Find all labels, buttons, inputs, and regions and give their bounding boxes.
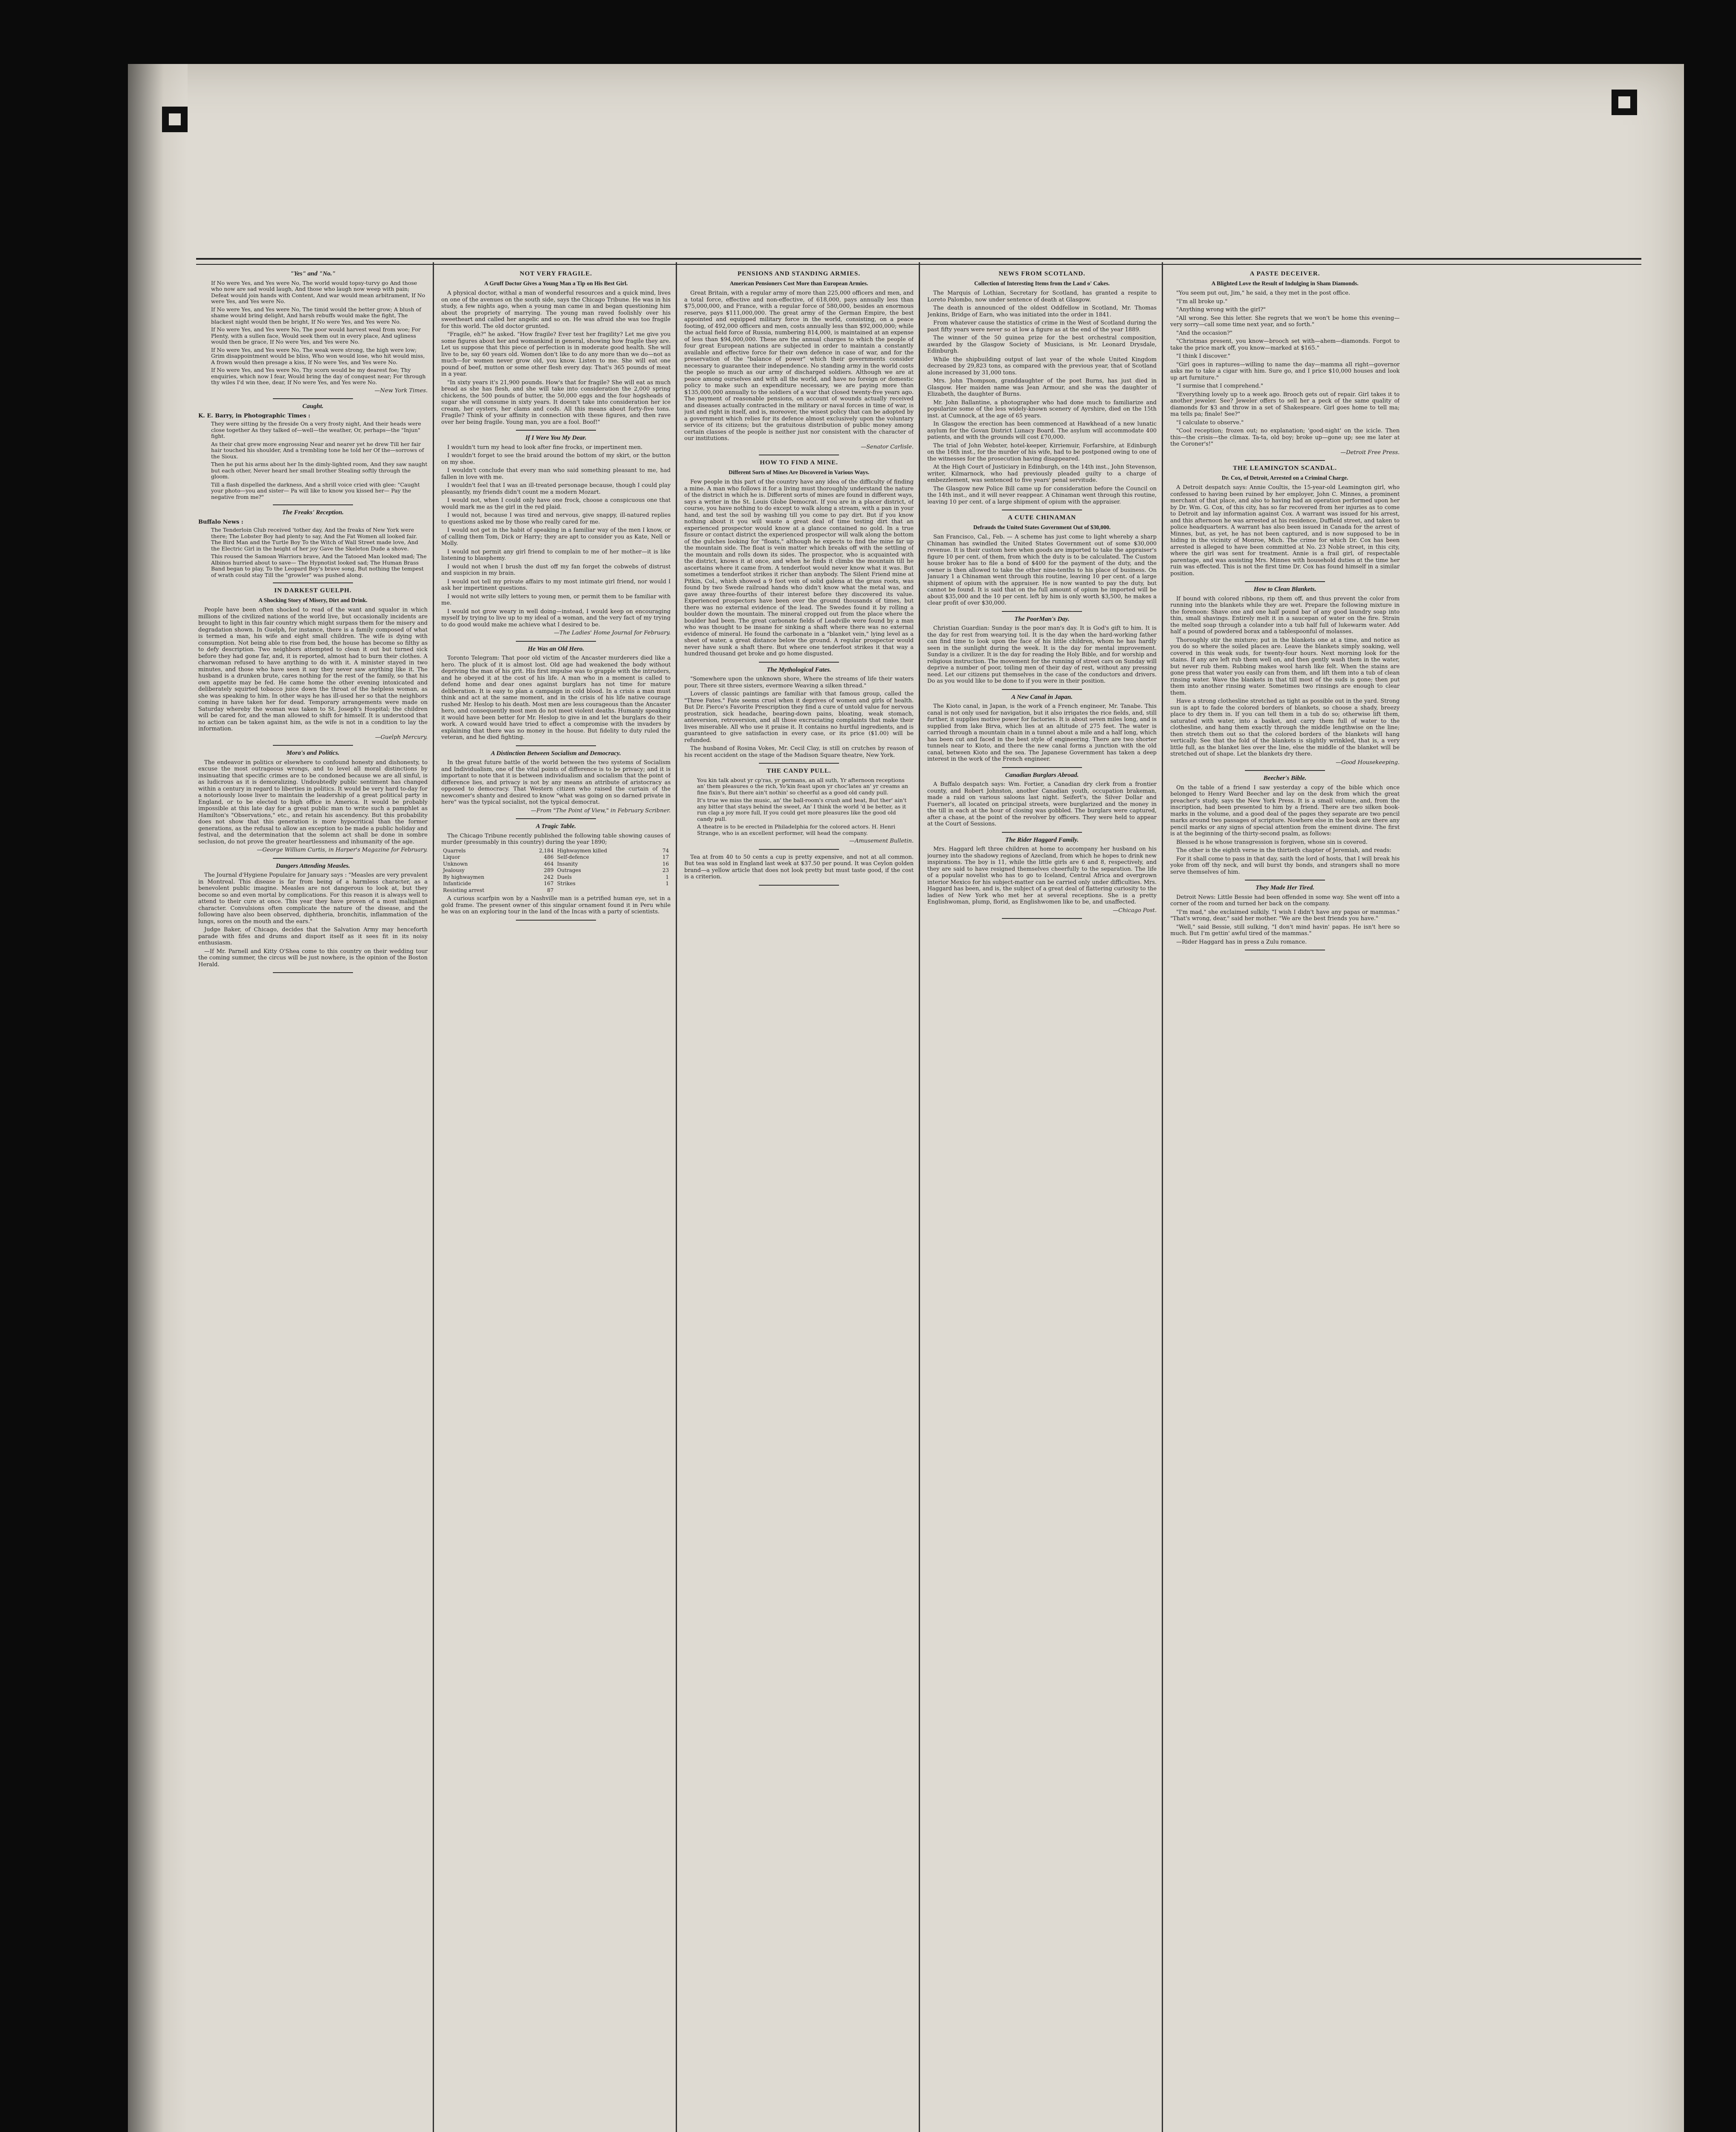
article	[1170, 885, 1400, 950]
article-divider	[516, 920, 596, 921]
article-paragraph: "And the occasion?"	[1176, 330, 1233, 336]
article-headline: NOT VERY FRAGILE.	[520, 270, 592, 277]
article	[1170, 586, 1400, 771]
article-paragraph: A theatre is to be erected in Philadelphia for the colored actors. H. Henri Strange, who is an excellent performer, will head the company.	[697, 823, 895, 836]
article	[684, 768, 914, 850]
article-paragraph: I would not get in the habit of speaking in a familiar way of the men I know, or of calling them Tom, Dick or Harry; they are apt to consider you as Kate, Nell or Molly.	[441, 527, 671, 547]
table-cell: Jealousy	[443, 867, 465, 873]
article-paragraph: "All wrong. See this letter. She regrets that we won't be home this evening—very sorry—call some time next year, and so forth."	[1170, 315, 1400, 328]
article-source-credit: —The Ladies' Home Journal for February.	[554, 630, 671, 636]
newspaper-column-3	[684, 266, 914, 2132]
table-cell: Duels	[557, 874, 572, 880]
article-headline: How to Clean Blankets.	[1253, 586, 1316, 593]
article-headline: If I Were You My Dear.	[525, 435, 587, 441]
article-paragraph: Have a strong clothesline stretched as tight as possible out in the yard. Strong sun is apt to fade the colored borders of blankets, so choose a shady, breezy place to dry them in. If you can tell them in a tub do so; otherwise lift them, saturated with water, into a basket, and carry them full of water to the clothesline, and hang them exactly through the middle lengthwise on the line; then stretch them out so that the colored borders of the blankets will hang vertically. See that the fold of the blankets is slightly wrinkled, that is, a very little full, as the blanket lies over the line, else the middle of the blanket will be stretched out of shape. Let the blankets dry there.	[1170, 698, 1400, 757]
table-row	[441, 887, 671, 894]
article-divider	[759, 885, 839, 886]
article-headline: Caught.	[302, 403, 324, 410]
article-headline: Canadian Burglars Abroad.	[1005, 771, 1079, 779]
article-paragraph: I would not, because I was tired and nervous, give snappy, ill-natured replies to questions asked me by those who really cared for me.	[441, 512, 671, 525]
article-source-credit: —New York Times.	[374, 387, 428, 394]
table-cell: Self-defence	[557, 854, 589, 860]
article-paragraph: While the shipbuilding output of last year of the whole United Kingdom decreased by 29,823 tons, as compared with the previous year, that of Scotland alone increased by 31,000 tons.	[927, 356, 1157, 376]
article-paragraph: A physical doctor, withal a man of wonderful resources and a quick mind, lives on one of the avenues on the south side, says the Chicago Tribune. He was in his study, a few nights ago, when a young man came in and began questioning him about the propriety of marrying. The young man raved foolishly over his sweetheart and called her angelic and so on. He was afraid she was too fragile for this world. The old doctor grunted.	[441, 290, 671, 330]
table-cell: Outrages	[557, 867, 581, 873]
table-row	[441, 874, 671, 881]
article-paragraph: The Chicago Tribune recently published the following table showing causes of murder (presumably in this country) during the year 1890;	[441, 832, 671, 846]
article-divider	[516, 430, 596, 431]
article	[684, 667, 914, 764]
article-paragraph: Few people in this part of the country have any idea of the difficulty of finding a mine. A man who follows it for a living must thoroughly understand the nature of the district in which he is. Different sorts of mines are found in different ways, says a writer in the St. Louis Globe Democrat. If you are in a placer district, of course, you have nothing to do except to walk along a stream, with a pan in your hand, and test the soil by washing till you come to pay dirt. But if you know nothing about it you will waste a great deal of time testing dirt that an experienced prospector would know at a glance contained no gold. In a true fissure or contact district the experienced prospector will walk along the bottom of the gulches looking for "floats," although he expects to find the mine far up the mountain side. The float is vein matter which breaks off with the settling of the mountain and rolls down its sides. The prospector, who is acquainted with the district, knows it at once, and when he finds it climbs the mountain till he ascertains where it came from. A tenderfoot would never know what it was. But sometimes a tenderfoot strikes it richer than anybody. The Silent Friend mine at Pitkin, Col., which showed a 9 foot vein of solid galena at the grass roots, was found by two Swede railroad hands who didn't know what the metal was, and gave away three-fourths of their interest before they discovered its value. Experienced prospectors have been over the ground thousands of times, but there was no external evidence of the lead. The Swedes found it by rolling a boulder down the mountain. The mineral cropped out from the place where the boulder had been. The great carbonate fields of Leadville were found by a man who was thought to be insane for sinking a shaft where there was no external evidence of mineral. He found the carbonate in a "blanket vein," lying level as a sheet of water, a great distance below the ground. A regular prospector would never have sunk a shaft there. But where one tenderfoot strikes it that way a hundred thousand get broke and go home disgusted.	[684, 479, 914, 657]
article	[684, 460, 914, 663]
article-paragraph: "Cool reception; frozen out; no explanation; 'good-night' on the icicle. Then this—the crisis—the climax. Ta-ta, old boy; broke up—gone up; see me later at the Coroner's!"	[1170, 428, 1400, 447]
table-cell: Insanity	[557, 860, 578, 867]
column-divider	[1162, 262, 1163, 2132]
article-headline: A Tragic Table.	[535, 823, 576, 830]
article	[1170, 465, 1400, 582]
article-paragraph: Christian Guardian: Sunday is the poor man's day. It is God's gift to him. It is the day for rest from wearying toil. It is the day when the hard-working father can find time to look upon the face of his little children, whom he has hardly seen in the sunlight during the week. It is the day for mental improvement. Sunday is a civilizer. It is the day for reading the Holy Bible, and for worship and religious instruction. The movement for the running of street cars on Sunday will deprive a number of poor, toiling men of their day of rest, without any pressing need. Let our citizens put themselves in the case of the conductors and drivers. Do as you would like to be done to if you were in their position.	[927, 625, 1157, 684]
article-paragraph: A Detroit despatch says: Annie Coultis, the 15-year-old Leamington girl, who confessed to having been ruined by her employer, John C. Minnes, a prominent merchant of that place, and also to having had an operation performed upon her by Dr. Wm. G. Cox, of this city, has so far recovered from her injuries as to come to Detroit and lay information against Cox. A warrant was issued for his arrest, and this afternoon he was arrested at his residence, Duffield street, and taken to police headquarters. A warrant has also been issued in Canada for the arrest of Minnes, but, as yet, he has not been captured, and is now supposed to be in hiding in the vicinity of Monroe, Mich. The crime for which Dr. Cox has been arrested is alleged to have been committed at No. 23 Noble street, in this city, where the girl was sent for treatment. Annie is a frail girl, of respectable parentage, and was assisting Mrs. Minnes with household duties at the time her ruin was effected. This is not the first time Dr. Cox has found himself in a similar position.	[1170, 484, 1400, 577]
article-paragraph: I would not grow weary in well doing—instead, I would keep on encouraging myself by trying to live up to my ideal of a woman, and the very fact of my trying to do good would make me achieve what I desired to be.	[441, 608, 671, 628]
article-paragraph: "I surmise that I comprehend."	[1176, 383, 1263, 389]
article	[198, 403, 428, 505]
article-divider	[273, 504, 353, 505]
article-paragraph: The Kioto canal, in Japan, is the work of a French engineer, Mr. Tanabe. This canal is not only used for navigation, but it also irrigates the rice fields, and, still further, it supplies motive power for factories. It is about seven miles long, and is supplied from lake Birva, which lies at an altitude of 275 feet. The water is carried through a mountain chain in a tunnel about a mile and a half long, which has been cut and faced in the best style of engineering. There are two shorter tunnels near to Kioto, and there the new canal forms a junction with the old canal, between Kioto and the sea. The Japanese Government has taken a deep interest in the work of the French engineer.	[927, 703, 1157, 762]
article-paragraph: —Rider Haggard has in press a Zulu romance.	[1176, 939, 1307, 945]
table-cell: 464	[544, 860, 554, 867]
article-subheadline: A Shocking Story of Misery, Dirt and Drink.	[258, 597, 367, 603]
article-paragraph: Then he put his arms about her In the dimly-lighted room, And they saw naught but each other, Never heard her small brother Stealing softly through the gloom.	[211, 461, 428, 480]
table-cell: 17	[662, 854, 669, 860]
article-paragraph: In the great future battle of the world between the two systems of Socialism and Individualism, one of the vital points of difference is to be privacy; and it is important to note that it is between individualism and socialism that the point of difference lies, and privacy is not by any means an attribute of aristocracy as opposed to democracy. That Western citizen who raised the curtain of the newcomer's shanty and desired to know "what was going on so darned private in here" was the typical socialist, not the typical democrat.	[441, 759, 671, 805]
article-divider	[1002, 918, 1082, 919]
table-cell: 289	[544, 867, 554, 873]
article-subheadline: American Pensioners Cost More than European Armies.	[729, 280, 868, 287]
article-source-credit: —From "The Point of View," in February Scribner.	[531, 807, 671, 814]
article-paragraph: "Christmas present, you know—brooch set with—ahem—diamonds. Forgot to take the price mark off, you know—marked at $165."	[1170, 338, 1400, 351]
article-source-credit: —Guelph Mercury.	[375, 734, 428, 741]
article-paragraph: Mr. John Ballantine, a photographer who had done much to familiarize and popularize some of the less widely-known scenery of Ayrshire, died on the 15th inst. at Cumnock, at the age of 65 years.	[927, 399, 1157, 419]
article-headline: He Was an Old Hero.	[527, 645, 584, 652]
article-headline: A New Canal in Japan.	[1011, 693, 1073, 701]
table-cell: Infanticide	[443, 881, 471, 886]
article-paragraph: The other is the eighth verse in the thirtieth chapter of Jeremiah, and reads:	[1176, 847, 1392, 854]
article	[684, 854, 914, 886]
article-divider	[759, 662, 839, 663]
article-headline: The Rider Haggard Family.	[1005, 836, 1079, 843]
table-cell: 2,184	[539, 847, 554, 854]
table-cell: 242	[544, 874, 554, 880]
article-subheadline: Collection of Interesting Items from the Land o' Cakes.	[974, 280, 1110, 287]
article-source-credit: —Amusement Bulletin.	[849, 838, 914, 844]
article-paragraph: If No were Yes, and Yes were No, The poor would harvest weal from woe; For Plenty, with a sullen face, Would seek them out in every place, And ugliness would then be grace, If No were Yes, and Yes were No.	[211, 326, 421, 345]
article-paragraph: "I think I discover."	[1176, 353, 1230, 359]
table-cell: By highwaymen	[443, 874, 484, 880]
table-cell: 87	[547, 887, 554, 893]
article-paragraph: People have been often shocked to read of the want and squalor in which millions of the civilized nations of the world live, but occasionally incidents are brought to light in this fair country which might surpass them for the misery and degradation shown. In Guelph, for instance, there is a family composed of what is termed a man, his wife and eight small children. The wife is dying with consumption. Not being able to rise from bed, the house has become so filthy as to defy description. Two neighbors attempted to clean it out but turned sick before they had gone far, and, it is reported, almost had to burn their clothes. A charwoman refused to have anything to do with it. A minister stayed in two minutes, and those who have seen it say they never saw anything like it. The husband is a drunken brute, cares nothing for the rest of the family, so that his own appetite may be fed. He came home the other evening intoxicated and deliberately squirted tobacco juice down the throat of the helpless woman, as she was speaking to him. In other ways he has ill-used her so that the neighbors coming in have taken her for dead. Temporary arrangements were made on Saturday whereby the woman was taken to St. Joseph's Hospital; the children will be cared for, and the man allowed to shift for himself. It is understood that no action can be taken against him, as the wife is not in a condition to lay the information.	[198, 607, 428, 732]
article-divider	[516, 818, 596, 819]
article-divider	[273, 972, 353, 973]
article-paragraph: "In sixty years it's 21,900 pounds. How's that for fragile? She will eat as much bread as she has flesh, and she will take into consideration the 2,000 spring chickens, the 500 pounds of butter, the 50,000 eggs and the four hogsheads of sugar she will consume in sixty years. It doesn't take into consideration her ice cream, her oysters, her clams and cods. All this means about forty-five tons. Fragile? Think of your affinity in connection with these figures, and then rave over her being fragile. Young man, you are a fool. Boof!"	[441, 379, 671, 426]
article-divider	[273, 858, 353, 859]
statistics-table	[441, 848, 671, 894]
article-paragraph: "Anything wrong with the girl?"	[1176, 307, 1266, 313]
article-paragraph: If bound with colored ribbons, rip them off, and thus prevent the color from running into the blankets while they are wet. Prepare the following mixture in the forenoon: Shave one and one half pound bar of any good laundry soap into thin, small shavings. Entirely melt it in a saucepan of water on the fire. Strain the melted soap through a colander into a tub half full of lukewarm water. Add half a pound of powdered borax and a tablespoonful of molasses.	[1170, 595, 1400, 635]
article	[1170, 271, 1400, 461]
article-paragraph: Blessed is he whose transgression is forgiven, whose sin is covered.	[1176, 839, 1368, 846]
article-subheadline: Defrauds the United States Government Out of $30,000.	[973, 524, 1111, 530]
article-paragraph: You kin talk about yr cp'ras, yr germans, an all suth, Yr afternoon receptions an' them pleasures o the rich, Yo'kin feast upon yr choc'lates an' yr creams an fine fixin's, But there ain't nothin' so cheerful as a good old candy pull.	[697, 776, 909, 796]
table-cell: 74	[662, 847, 669, 854]
article-paragraph: The death is announced of the oldest Oddfellow in Scotland, Mr. Thomas Jenkins, Bridge of Earn, who was initiated into the order in 1841.	[927, 305, 1157, 318]
article-paragraph: If No were Yes, and Yes were No, Thy scorn would be my dearest foe; Thy enquiries, which now I fear, Would bring the day of conquest near; For through thy wiles I'd win thee, dear, If No were Yes, and Yes were No.	[211, 367, 426, 385]
article-paragraph: "I calculate to observe."	[1176, 419, 1244, 426]
article-paragraph: In Glasgow the erection has been commenced at Hawkhead of a new lunatic asylum for the Govan District Lunacy Board. The asylum will accommodate 400 patients, and with the grounds will cost £70,000.	[927, 421, 1157, 440]
article	[441, 823, 671, 921]
article-headline: Beecher's Bible.	[1263, 775, 1307, 782]
table-cell	[556, 887, 653, 894]
page-fold-shadow	[128, 64, 188, 2132]
column-divider	[676, 262, 677, 2132]
article-source-credit: —Chicago Post.	[1113, 907, 1157, 914]
article-divider	[1002, 611, 1082, 612]
article-paragraph: "You seem put out, Jim," he said, a they met in the post office.	[1176, 290, 1350, 296]
article-headline: THE CANDY PULL.	[767, 768, 831, 774]
article-paragraph: "Somewhere upon the unknown shore, Where the streams of life their waters pour, There sit three sisters, evermore Weaving a silken thread."	[684, 676, 914, 689]
article-paragraph: Till a flash dispelled the darkness, And a shrill voice cried with glee: "Caught your photo—you and sister— Pa will like to know you kissed her— Pay the negative from me?"	[211, 481, 420, 500]
article-paragraph: The trial of John Webster, hotel-keeper, Kirriemuir, Forfarshire, at Edinburgh on the 16th inst., for the murder of his wife, had to be postponed owing to one of the witnesses for the prosecution having disappeared.	[927, 442, 1157, 462]
article	[441, 646, 671, 746]
article-paragraph: —If Mr. Parnell and Kitty O'Shea come to this country on their wedding tour the coming summer, the circus will be just nowhere, is the opinion of the Boston Herald.	[198, 948, 428, 968]
article-paragraph: Lovers of classic paintings are familiar with that famous group, called the "Three Fates." Fate seems cruel when it deprives of women and girls of health. But Dr. Pierce's Favorite Prescription they find a cure of untold value for nervous prostration, sick headache, bearing-down pains, bloating, weak stomach, anteversion, retroversion, and all those excruciating complaints that make their lives miserable. All who use it praise it. It contains no hurtful ingredients, and is guaranteed to give satisfaction in every case, or its price ($1.00) will be refunded.	[684, 691, 914, 744]
article-paragraph: Mrs. John Thompson, granddaughter of the poet Burns, has just died in Glasgow. Her maiden name was Jean Armour, and she was the daughter of Elizabeth, the daughter of Burns.	[927, 378, 1157, 397]
article-paragraph: If No were Yes, and Yes were No, The timid would the better grow; A blush of shame would bring delight, And harsh rebuffs would make the fight, The blackest night would then be bright, If No were Yes, and Yes were No.	[211, 306, 421, 325]
table-row	[441, 881, 671, 887]
article-divider	[1002, 832, 1082, 833]
article-byline: Buffalo News :	[198, 519, 243, 525]
article-paragraph: A Buffalo despatch says: Wm. Fortier, a Canadian dry clerk from a frontier county, and Robert Johnston, another Canadian youth, occupation brakeman, made a raid on various saloons last night. Seifert's, the Silver Dollar and Fuerner's, all located on principal streets, were burglarized and the money in the till in each at the hour of closing was gobbled. The burglars were captured, after a chase, at the point of the revolver by officers. They were held to appear at the Court of Sessions.	[927, 781, 1157, 827]
table-row	[441, 848, 671, 855]
article-headline: NEWS FROM SCOTLAND.	[998, 270, 1085, 277]
article-subheadline: Different Sorts of Mines Are Discovered in Various Ways.	[728, 469, 870, 475]
article-paragraph: Great Britain, with a regular army of more than 225,000 officers and men, and a total force, effective and non-effective, of 618,000, pays annually less than $75,000,000, and France, with a regular force of 580,000, besides an enormous reserve, pays $111,000,000. The great army of the German Empire, the best appointed and equipped military force in the world, consisting, on a peace footing, of 492,000 officers and men, costs annually less than $92,000,000; while the actual field force of Russia, numbering 814,000, is maintained at an expense of less than $94,000,000. These are the annual charges to which the people of four great European nations are subjected in order to maintain a constantly available and effective force for their own defence in case of war, and for the preservation of the "balance of power" which their governments consider necessary to guarantee their independence. No standing army in the world costs the people so much as our army of discharged soldiers. Although we are at peace among ourselves and with all the world, and have no foreign or domestic policy to make such an expenditure necessary, we are paying more than $135,000,000 annually to the soldiers of a war that closed twenty-five years ago. The payment of reasonable pensions, on account of wounds actually received and diseases actually contracted in the military or naval forces in time of war, is just and right in itself, and is, moreover, the wisest policy that can be adopted by a government which relies for its defence almost exclusively upon the voluntary service of its citizens; but the gratuitous distribution of public money among certain classes of the people is neither just nor consistent with the character of our institutions.	[684, 290, 914, 442]
article-paragraph: I would not write silly letters to young men, or permit them to be familiar with me.	[441, 593, 671, 606]
article	[441, 435, 671, 642]
article-divider	[1245, 581, 1325, 582]
article-divider	[516, 641, 596, 642]
article-paragraph: I wouldn't forget to see the braid around the bottom of my skirt, or the button on my shoe.	[441, 452, 671, 466]
article-headline: PENSIONS AND STANDING ARMIES.	[738, 270, 860, 277]
article-paragraph: The Glasgow new Police Bill came up for consideration before the Council on the 14th inst., and it will never reappear. A Chinaman went through this routine, leaving 10 per cent. of a large shipment of opium with the appraiser.	[927, 485, 1157, 505]
article-paragraph: "Girl goes in raptures—willing to name the day—mamma all right—governor asks me to take a cigar with him. Sure go, and I price $10,000 houses and look up art furniture."	[1170, 361, 1400, 381]
article-paragraph: For it shall come to pass in that day, saith the lord of hosts, that I will break his yoke from off thy neck, and will burst thy bonds, and strangers shall no more serve themselves of him.	[1170, 855, 1400, 875]
table-cell: 1	[665, 881, 669, 886]
table-cell: Liquor	[443, 854, 460, 860]
article-paragraph: I wouldn't turn my head to look after fine frocks, or impertinent men.	[447, 444, 643, 451]
article-headline: The PoorMan's Day.	[1014, 615, 1070, 623]
article-subheadline: A Gruff Doctor Gives a Young Man a Tip on His Best Girl.	[484, 280, 628, 287]
article-divider	[273, 398, 353, 399]
newspaper-column-4	[927, 266, 1157, 2132]
table-cell: 16	[662, 860, 669, 867]
table-cell: Resisting arrest	[443, 887, 484, 893]
article-paragraph: If No were Yes, and Yes were No, The weak were strong, the high were low; Grim disappointment would be bliss, Who won would lose, who hit would miss, A frown would then presage a kiss, If No were Yes, and Yes were No.	[211, 346, 425, 365]
column-divider	[433, 262, 434, 2132]
article-paragraph: If No were Yes, and Yes were No, The world would topsy-turvy go And those who now are sad would laugh, And those who laugh now weep with pain; Defeat would join hands with Content, And war would mean arbitrament, If No were Yes, and Yes were No.	[211, 279, 425, 304]
article	[927, 837, 1157, 919]
article-paragraph: Judge Baker, of Chicago, decides that the Salvation Army may henceforth parade with fifes and drums and disport itself as it sees fit in its noisy enthusiasm.	[198, 927, 428, 946]
article-headline: A CUTE CHINAMAN	[1007, 514, 1076, 521]
table-cell: 486	[544, 854, 554, 860]
table-row	[441, 867, 671, 874]
article-paragraph: I wouldn't conclude that every man who said something pleasant to me, had fallen in love with me.	[441, 467, 671, 481]
article-divider	[516, 745, 596, 746]
column-divider	[919, 262, 920, 2132]
article-headline: "Yes" and "No."	[290, 270, 336, 277]
article-paragraph: From whatever cause the statistics of crime in the West of Scotland during the past fifty years were never so at low a figure as at the end of the year 1889.	[927, 320, 1157, 333]
article-divider	[1245, 880, 1325, 881]
table-cell: 23	[662, 867, 669, 873]
article-paragraph: Thoroughly stir the mixture; put in the blankets one at a time, and notice as you do so where the soiled places are. Leave the blankets simply soaking, well covered in this weak suds, for twenty-four hours. Next morning look for the stains. If any are left rub them well on, and then gently wash them in the water, but never rub them. Rubbing makes wool harsh like felt. When the stains are gone press that water you easily can from them, and lift them into a tub of clean rinsing water. Wave the blankets in that till most of the suds is gone; then put them into another rinsing water. Sometimes two rinsings are enough to clear them.	[1170, 637, 1400, 696]
article-headline: A PASTE DECEIVER.	[1250, 270, 1320, 277]
table-row	[441, 861, 671, 868]
article-paragraph: I wouldn't feel that I was an ill-treated personage because, though I could play pleasantly, my friends didn't count me a modern Mozart.	[441, 482, 671, 495]
article-paragraph: A curious scarfpin won by a Nashville man is a petrified human eye, set in a gold frame. The present owner of this singular ornament found it in Peru while he was on an exploring tour in the land of the Incas with a party of scientists.	[441, 895, 671, 915]
article-headline: They Made Her Tired.	[1256, 884, 1314, 891]
article-headline: HOW TO FIND A MINE.	[760, 459, 838, 466]
article-headline: The Mythological Fates.	[767, 666, 831, 673]
article-paragraph: I would not tell my private affairs to my most intimate girl friend, nor would I ask her impertinent questions.	[441, 578, 671, 591]
article	[927, 772, 1157, 833]
article-paragraph: Detroit News: Little Bessie had been offended in some way. She went off into a corner of the room and turned her back on the company.	[1170, 894, 1400, 907]
article-divider	[273, 745, 353, 746]
article-headline: The Freaks' Reception.	[282, 509, 344, 516]
table-row	[441, 854, 671, 861]
newspaper-column-5	[1170, 266, 1400, 2132]
article-subheadline: Dr. Cox, of Detroit, Arrested on a Criminal Charge.	[1221, 474, 1348, 481]
article-source-credit: —Detroit Free Press.	[1340, 449, 1400, 456]
table-cell: Quarrels	[443, 847, 466, 854]
article	[927, 694, 1157, 768]
article	[198, 510, 428, 583]
article	[684, 271, 914, 455]
article-source-credit: —Good Housekeeping.	[1336, 759, 1400, 766]
article-paragraph: "Everything lovely up to a week ago. Brooch gets out of repair. Girl takes it to another jeweler. See? Jeweler offers to sell her a peck of the same quality of diamonds for $3 and throw in a set of Shakespeare. Girl goes home to tell ma; ma tells pa; finale! See?"	[1170, 391, 1400, 417]
article-paragraph: The Marquis of Lothian, Secretary for Scotland, has granted a respite to Loreto Palombo, now under sentence of death at Glasgow.	[927, 290, 1157, 303]
article-paragraph: This roused the Samoan Warriors brave, And the Tatooed Man looked mad; The Albinos hurried about to save— The Hypnotist looked sad; The Human Brass Band began to play, To the Leopard Boy's brave song, But nothing the tempest of wrath could stay Till the "growler" was pushed along.	[211, 553, 427, 578]
article-paragraph: "Fragile, eh?" he asked. "How fragile? Ever test her fragility? Let me give you some figures about her and womankind in general, showing how fragile they are. Let us suppose that this piece of perfection is in moderate good health. She will live to be, say 60 years old. Women don't like to do any more than we do—not as much—for women never grow old, you know. Listen to me. She will eat one pound of beef, mutton or some other flesh every day. That's 365 pounds of meat in a year.	[441, 331, 671, 377]
article-paragraph: "I'm mad," she exclaimed sulkily. "I wish I didn't have any papas or mammas." "That's wrong, dear," said her mother. "We are the best friends you have."	[1170, 909, 1400, 922]
article-paragraph: I would not when I brush the dust off my fan forget the cobwebs of distrust and suspicion in my brain.	[441, 563, 671, 576]
article-paragraph: Toronto Telegram: That poor old victim of the Ancaster murderers died like a hero. The pluck of it is almost lost. Old age had weakened the body without depriving the man of his grit. His first impulse was to grapple with the intruders, and he obeyed it at the cost of his life. A man who in a moment is called to defend home and dear ones against burglars has not time for mature deliberation. It is easy to plan a campaign in cold blood. In a crisis a man must think and act at the same moment, and in the crisis of his life native courage rushed Mr. Heslop to his death. Most men are less courageous than the Ancaster hero, and consequently most men do not meet violent deaths. Humanly speaking it would have been better for Mr. Heslop to give in and let the burglars do their work. A coward would have tried to effect a compromise with the invaders by explaining that there was no money in the house. But fidelity to duty ruled the veteran, and he died fighting.	[441, 655, 671, 741]
article-paragraph: I would not, when I could only have one frock, choose a conspicuous one that would mark me as the girl in the red plaid.	[441, 497, 671, 510]
article-divider	[759, 763, 839, 764]
article	[198, 588, 428, 746]
article-paragraph: Mrs. Haggard left three children at home to accompany her husband on his journey into the shadowy regions of Azecland, from which he hopes to drink new inspirations. The boy is 11, while the little girls are 6 and 8, respectively, and they are said to have resigned themselves cheerfully to the separation. The life of a popular novelist who has to go to Iceland, Central Africa and overgrown interior Mexico for his subject-matter can be carried only under difficulties. Mrs. Haggard has been, and is, the subject of a great deal of flattering curiosity to the ladies of New York who met her at several receptions. She is a pretty Englishwoman, plump, florid, as Englishwomen like to be, and unaffected.	[927, 846, 1157, 905]
article	[441, 750, 671, 820]
table-cell: Strikes	[557, 881, 576, 886]
article-paragraph: "I'm all broke up."	[1176, 298, 1228, 305]
article	[441, 271, 671, 431]
registration-mark-top-left	[162, 107, 188, 132]
table-cell: 167	[544, 881, 554, 886]
article-subheadline: A Blighted Love the Result of Indulging in Sham Diamonds.	[1211, 280, 1359, 287]
article-headline: IN DARKEST GUELPH.	[274, 587, 352, 594]
article	[198, 863, 428, 973]
article	[198, 750, 428, 859]
article	[927, 271, 1157, 510]
article-paragraph: At the High Court of Justiciary in Edinburgh, on the 14th inst., John Stevenson, writer, Kilmarnock, who had previously pleaded guilty to a charge of embezzlement, was sentenced to five years' penal servitude.	[927, 464, 1157, 484]
article-headline: Mora's and Politics.	[286, 750, 340, 756]
article-headline: A Distinction Between Socialism and Democracy.	[491, 750, 621, 757]
table-cell: Highwaymen killed	[557, 847, 608, 854]
article-paragraph: San Francisco, Cal., Feb. — A scheme has just come to light whereby a sharp Chinaman has swindled the United States Government out of some $30,000 revenue. It is their custom here when goods are imported to take the appraiser's figure 10 per cent. of them, from which the duty is to be calculated. The Custom house broker has to file a bond of $400 for the payment of the duty, and the owner is then allowed to take the other nine-tenths to his place of business. On January 1 a Chinaman went through this routine, leaving 10 per cent. of a large shipment of opium with the appraiser. He is now wanted to pay the duty, but cannot be found. It is said that on the full amount of opium he imported will be about $35,000 and the 10 per cent. left by him is only worth $3,500, he makes a clear profit of over $30,000.	[927, 534, 1157, 606]
article-divider	[273, 582, 353, 583]
article-source-credit: —George William Curtis, in Harper's Magazine for February.	[257, 847, 428, 853]
newspaper-column-1	[198, 266, 428, 2132]
article	[198, 271, 428, 399]
newspaper-column-2	[441, 266, 671, 2132]
article	[927, 616, 1157, 690]
article-paragraph: The Journal d'Hygiene Populaire for January says : "Measles are very prevalent in Montreal. This disease is far from being of a harmless character, as a benevolent public imagine. Measles are not dangerous to look at, but they become so and even mortal by complications. For this reason it is always well to attend to their cure at once. This year they have proven of a most malignant character. Convulsions often complicate the nature of the disease, and the following have also been observed, diphtheria, bronchitis, inflammation of the lungs, sores on the mouth and the ears."	[198, 872, 428, 925]
table-cell: 1	[665, 874, 669, 880]
article-paragraph: As their chat grew more engrossing Near and nearer yet he drew Till her fair hair touched his shoulder, And a trembling tone he told her Of the—sorrows of the Sioux.	[211, 440, 424, 460]
article-divider	[1002, 689, 1082, 690]
article-byline: K. E. Barry, in Photographic Times :	[198, 412, 310, 419]
article-paragraph: The endeavor in politics or elsewhere to confound honesty and dishonesty, to excuse the most outrageous wrongs, and to level all moral distinctions by insinuating that specific crimes are to be condoned because we are all sinful, is as ludicrous as it is demoralizing. Undoubtedly public sentiment has changed within a century in regard to liberties in politics. It would be very hard to-day for a notoriously loose liver to maintain the leadership of a great political party in England, or to be elected to high office in America. It would be probably impossible at this late day for a great public man to write such a pamphlet as Hamilton's "Observations," etc., and retain his ascendency. But this probability does not show that this generation is more hypocritical than the former generations, as the refusal to allow an exception to be made a public holiday and festival, and the determination that the solemn act shall be done in sombre seclusion, do not prove the greater heartlessness and inhumanity of the age.	[198, 759, 428, 845]
article-paragraph: The Tenderloin Club received 'tother day, And the freaks of New York were there; The Lobster Boy had plenty to say, And the Fat Women all looked fair. The Bird Man and the Turtle Boy To the Witch of Wall Street made love, And the Electric Girl in the height of her joy Gave the Skeleton Dude a shove.	[211, 527, 418, 552]
table-cell: Unknown	[443, 860, 468, 867]
article-divider	[1245, 460, 1325, 461]
article-paragraph: The husband of Rosina Vokes, Mr. Cecil Clay, is still on crutches by reason of his recent accident on the stage of the Madison Square theatre, New York.	[684, 745, 914, 759]
registration-mark-top-right	[1612, 90, 1637, 115]
article-paragraph: On the table of a friend I saw yesterday a copy of the bible which once belonged to Henry Ward Beecher and lay on the desk from which the great preacher's study, says the New York Press. It is a small volume, and, from the inscription, had been presented to him by a friend. There are two silken book-marks in the volume, and a good deal of the pages they separate are two pencil marks around two passages of scripture. Nowhere else in the book are there any pencil marks or any signs of special attention from the eminent divine. The first is at the beginning of the thirty-second psalm, as follows:	[1170, 784, 1400, 837]
article	[927, 515, 1157, 612]
article	[1170, 775, 1400, 881]
article-paragraph: I would not permit any girl friend to complain to me of her mother—it is like listening to blasphemy.	[441, 548, 671, 562]
article-source-credit: —Senator Carlisle.	[860, 443, 914, 450]
article-paragraph: It's true we miss the music, an' the ball-room's crush and heat, But ther' ain't any bitter that stays behind the sweet, An' I think the world 'd be better, as it run clap a joy more full, If you could get more pleasures like the good old candy pull.	[697, 797, 907, 822]
table-cell	[653, 887, 671, 894]
article-paragraph: They were sitting by the fireside On a very frosty night, And their heads were close together As they talked of—well—the weather, Or, perhaps—the "Injun" fight.	[211, 420, 421, 439]
article-divider	[1002, 767, 1082, 768]
article-headline: Dangers Attending Measles.	[275, 862, 350, 869]
article-paragraph: "Well," said Bessie, still sulking, "I don't mind havin' papas. He isn't here so much. But I'm gettin' awful tired of the mammas."	[1170, 924, 1400, 937]
article-divider	[759, 849, 839, 850]
article-divider	[1245, 770, 1325, 771]
article-paragraph: The winner of the 50 guinea prize for the best orchestral composition, awarded by the Glasgow Society of Musicians, is Mr. Leonard Drysdale, Edinburgh.	[927, 335, 1157, 354]
article-paragraph: Tea at from 40 to 50 cents a cup is pretty expensive, and not at all common. But tea was sold in England last week at $37.50 per pound. It was Ceylon golden brand—a yellow article that does not look pretty but must taste good, if the cost is a criterion.	[684, 854, 914, 880]
article-headline: THE LEAMINGTON SCANDAL.	[1233, 465, 1337, 472]
